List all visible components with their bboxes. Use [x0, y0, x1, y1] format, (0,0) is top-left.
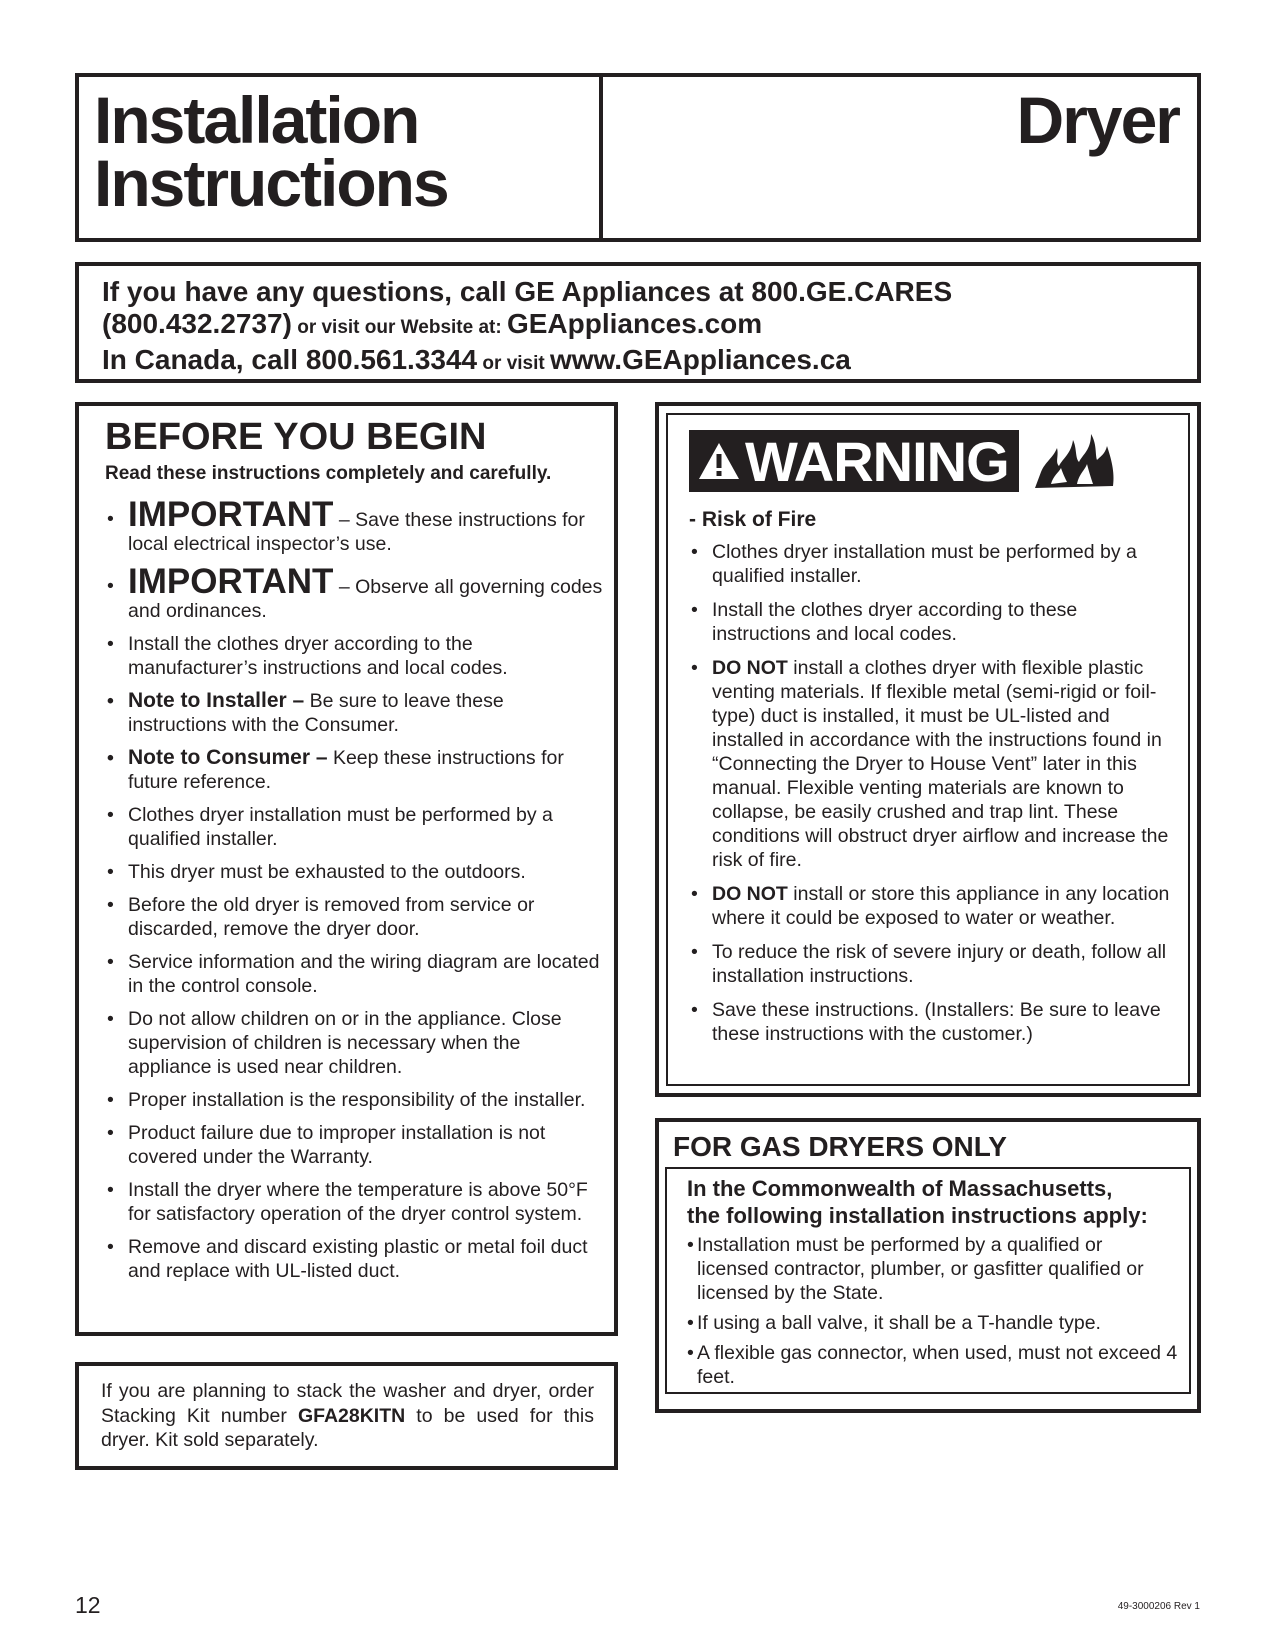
- subheading-line: In the Commonwealth of Massachusetts,: [687, 1176, 1113, 1201]
- warning-header: [689, 428, 1178, 494]
- section-subheading: Read these instructions completely and carefully.: [105, 463, 552, 484]
- item-text: install a clothes dryer with flexible plastic venting materials. If flexible metal (semi-rigid or foil-type) duct is installed, it must be UL-listed and installed in accordance with the instructions found in “Connecting the Dryer to House Vent” later in this manual. Flexible venting materials are known to collapse, be easily crushed and trap lint. These conditions will obstruct dryer airflow and increase the risk of fire.: [712, 657, 1169, 871]
- instructions-list: [105, 495, 606, 1283]
- note-label: Note to Consumer –: [128, 746, 328, 769]
- item-text: Install the clothes dryer according to the manufacturer’s instructions and local codes.: [128, 633, 508, 679]
- list-item: • DO NOT install a clothes dryer with flexible plastic venting materials. If flexible metal (semi-rigid or foil-type) duct is installed, it must be UL-listed and installed in accordance with the instructions found in “Connecting the Dryer to House Vent” later in this manual. Flexible venting materials are known to collapse, be easily crushed and trap lint. These conditions will obstruct dryer airflow and increase the risk of fire.: [691, 657, 1169, 871]
- canada-website: www.GEAppliances.ca: [550, 344, 851, 375]
- gas-dryers-box: [655, 1118, 1201, 1413]
- note-text: If you are planning to stack the washer and dryer, order Stacking Kit number: [101, 1380, 594, 1427]
- item-text: install or store this appliance in any location where it could be exposed to water or weather.: [712, 883, 1170, 929]
- list-item: • If using a ball valve, it shall be a T-handle type.: [687, 1312, 1101, 1334]
- contact-line-2: [102, 308, 1197, 344]
- list-item: • Product failure due to improper installation is not covered under the Warranty.: [107, 1122, 546, 1168]
- document-number: 49-3000206 Rev 1: [1117, 1601, 1200, 1612]
- item-text: Keep these instructions for future reference.: [128, 747, 564, 793]
- title-line-2: Instructions: [94, 146, 448, 220]
- item-text: Clothes dryer installation must be performed by a qualified installer.: [128, 804, 553, 850]
- warning-inner: [666, 413, 1190, 1086]
- item-text: Install the clothes dryer according to these instructions and local codes.: [712, 599, 1078, 645]
- important-label: IMPORTANT: [128, 495, 334, 534]
- list-item: • DO NOT install or store this appliance in any location where it could be exposed to water or weather.: [691, 883, 1170, 929]
- item-text: If using a ball valve, it shall be a T-handle type.: [697, 1312, 1101, 1334]
- item-text: Product failure due to improper installation is not covered under the Warranty.: [128, 1122, 546, 1168]
- list-item: • Note to Consumer – Keep these instructions for future reference.: [107, 746, 564, 793]
- warning-text: WARNING: [745, 429, 1009, 493]
- list-item: • Clothes dryer installation must be performed by a qualified installer.: [107, 804, 553, 850]
- list-item: • Install the clothes dryer according to the manufacturer’s instructions and local codes.: [107, 633, 508, 679]
- item-text: Do not allow children on or in the appliance. Close supervision of children is necessary when the appliance is used near children.: [128, 1008, 562, 1078]
- contact-connector: or visit our Website at:: [291, 317, 507, 338]
- note-text: to be used for this dryer. Kit sold separately.: [101, 1404, 594, 1451]
- document-title: [94, 83, 448, 220]
- before-you-begin-box: [75, 402, 618, 1336]
- item-text: – Save these instructions for local electrical inspector’s use.: [128, 509, 585, 555]
- important-label: IMPORTANT: [128, 562, 334, 601]
- list-item: • Proper installation is the responsibility of the installer.: [107, 1089, 586, 1111]
- header-box: [75, 73, 1201, 242]
- warning-box: [655, 402, 1201, 1097]
- item-text: Before the old dryer is removed from service or discarded, remove the dryer door.: [128, 894, 535, 940]
- item-text: Save these instructions. (Installers: Be sure to leave these instructions with the customer.): [712, 999, 1161, 1045]
- list-item: • Installation must be performed by a qualified or licensed contractor, plumber, or gasfitter qualified or licensed by the State.: [687, 1234, 1144, 1304]
- gas-heading: FOR GAS DRYERS ONLY: [673, 1131, 1007, 1162]
- warning-triangle-icon: [697, 441, 741, 481]
- do-not-label: DO NOT: [712, 883, 788, 905]
- contact-connector: or visit: [477, 353, 550, 374]
- list-item: • Install the dryer where the temperature is above 50°F for satisfactory operation of the dryer control system.: [107, 1179, 588, 1225]
- item-text: Installation must be performed by a qualified or licensed contractor, plumber, or gasfitter qualified or licensed by the State.: [697, 1234, 1144, 1304]
- page-number: 12: [75, 1592, 101, 1618]
- item-text: This dryer must be exhausted to the outdoors.: [128, 861, 526, 883]
- list-item: • IMPORTANT – Save these instructions for local electrical inspector’s use.: [107, 495, 585, 555]
- list-item: • A flexible gas connector, when used, must not exceed 4 feet.: [687, 1342, 1178, 1388]
- stacking-kit-note: [75, 1362, 618, 1470]
- item-text: Proper installation is the responsibility of the installer.: [128, 1089, 586, 1111]
- list-item: • Install the clothes dryer according to these instructions and local codes.: [691, 599, 1078, 645]
- warning-list: [689, 540, 1178, 1046]
- item-text: Service information and the wiring diagram are located in the control console.: [128, 951, 600, 997]
- massachusetts-box: [665, 1167, 1191, 1394]
- list-item: • Save these instructions. (Installers: Be sure to leave these instructions with the customer.): [691, 999, 1161, 1045]
- canada-phone: In Canada, call 800.561.3344: [102, 344, 478, 375]
- section-heading: BEFORE YOU BEGIN: [105, 416, 487, 458]
- item-text: A flexible gas connector, when used, must not exceed 4 feet.: [697, 1342, 1178, 1388]
- fire-icon: [1031, 428, 1121, 494]
- product-name: Dryer: [1016, 83, 1179, 157]
- list-item: • Service information and the wiring diagram are located in the control console.: [107, 951, 600, 997]
- contact-line-1: If you have any questions, call GE Appliances at 800.GE.CARES: [102, 276, 953, 307]
- risk-of-fire-heading: - Risk of Fire: [689, 508, 817, 531]
- list-item: • Before the old dryer is removed from service or discarded, remove the dryer door.: [107, 894, 535, 940]
- list-item: • Do not allow children on or in the appliance. Close supervision of children is necessary when the appliance is used near children.: [107, 1008, 562, 1078]
- do-not-label: DO NOT: [712, 657, 788, 679]
- note-label: Note to Installer –: [128, 689, 305, 712]
- title-line-1: Installation: [94, 83, 419, 157]
- item-text: Install the dryer where the temperature is above 50°F for satisfactory operation of the dryer control system.: [128, 1179, 588, 1225]
- contact-box: [75, 262, 1201, 383]
- item-text: Remove and discard existing plastic or metal foil duct and replace with UL-listed duct.: [128, 1236, 588, 1282]
- list-item: • This dryer must be exhausted to the outdoors.: [107, 861, 526, 883]
- item-text: To reduce the risk of severe injury or death, follow all installation instructions.: [712, 941, 1167, 987]
- warning-label: [689, 430, 1019, 492]
- list-item: • Note to Installer – Be sure to leave these instructions with the Consumer.: [107, 689, 504, 736]
- list-item: • To reduce the risk of severe injury or death, follow all installation instructions.: [691, 941, 1167, 987]
- item-text: Clothes dryer installation must be performed by a qualified installer.: [712, 541, 1137, 587]
- list-item: • Remove and discard existing plastic or metal foil duct and replace with UL-listed duct.: [107, 1236, 588, 1282]
- item-text: – Observe all governing codes and ordinances.: [128, 576, 603, 622]
- contact-line-3: [102, 344, 1197, 380]
- massachusetts-heading: [687, 1175, 1179, 1229]
- header-divider: [599, 77, 603, 238]
- list-item: • Clothes dryer installation must be performed by a qualified installer.: [691, 541, 1137, 587]
- kit-number: GFA28KITN: [297, 1404, 406, 1427]
- us-website: GEAppliances.com: [506, 308, 763, 339]
- us-phone: (800.432.2737): [102, 308, 292, 339]
- list-item: • IMPORTANT – Observe all governing codes and ordinances.: [107, 562, 603, 622]
- subheading-line: the following installation instructions apply:: [687, 1203, 1148, 1228]
- gas-list: [687, 1233, 1179, 1389]
- item-text: Be sure to leave these instructions with the Consumer.: [128, 690, 504, 736]
